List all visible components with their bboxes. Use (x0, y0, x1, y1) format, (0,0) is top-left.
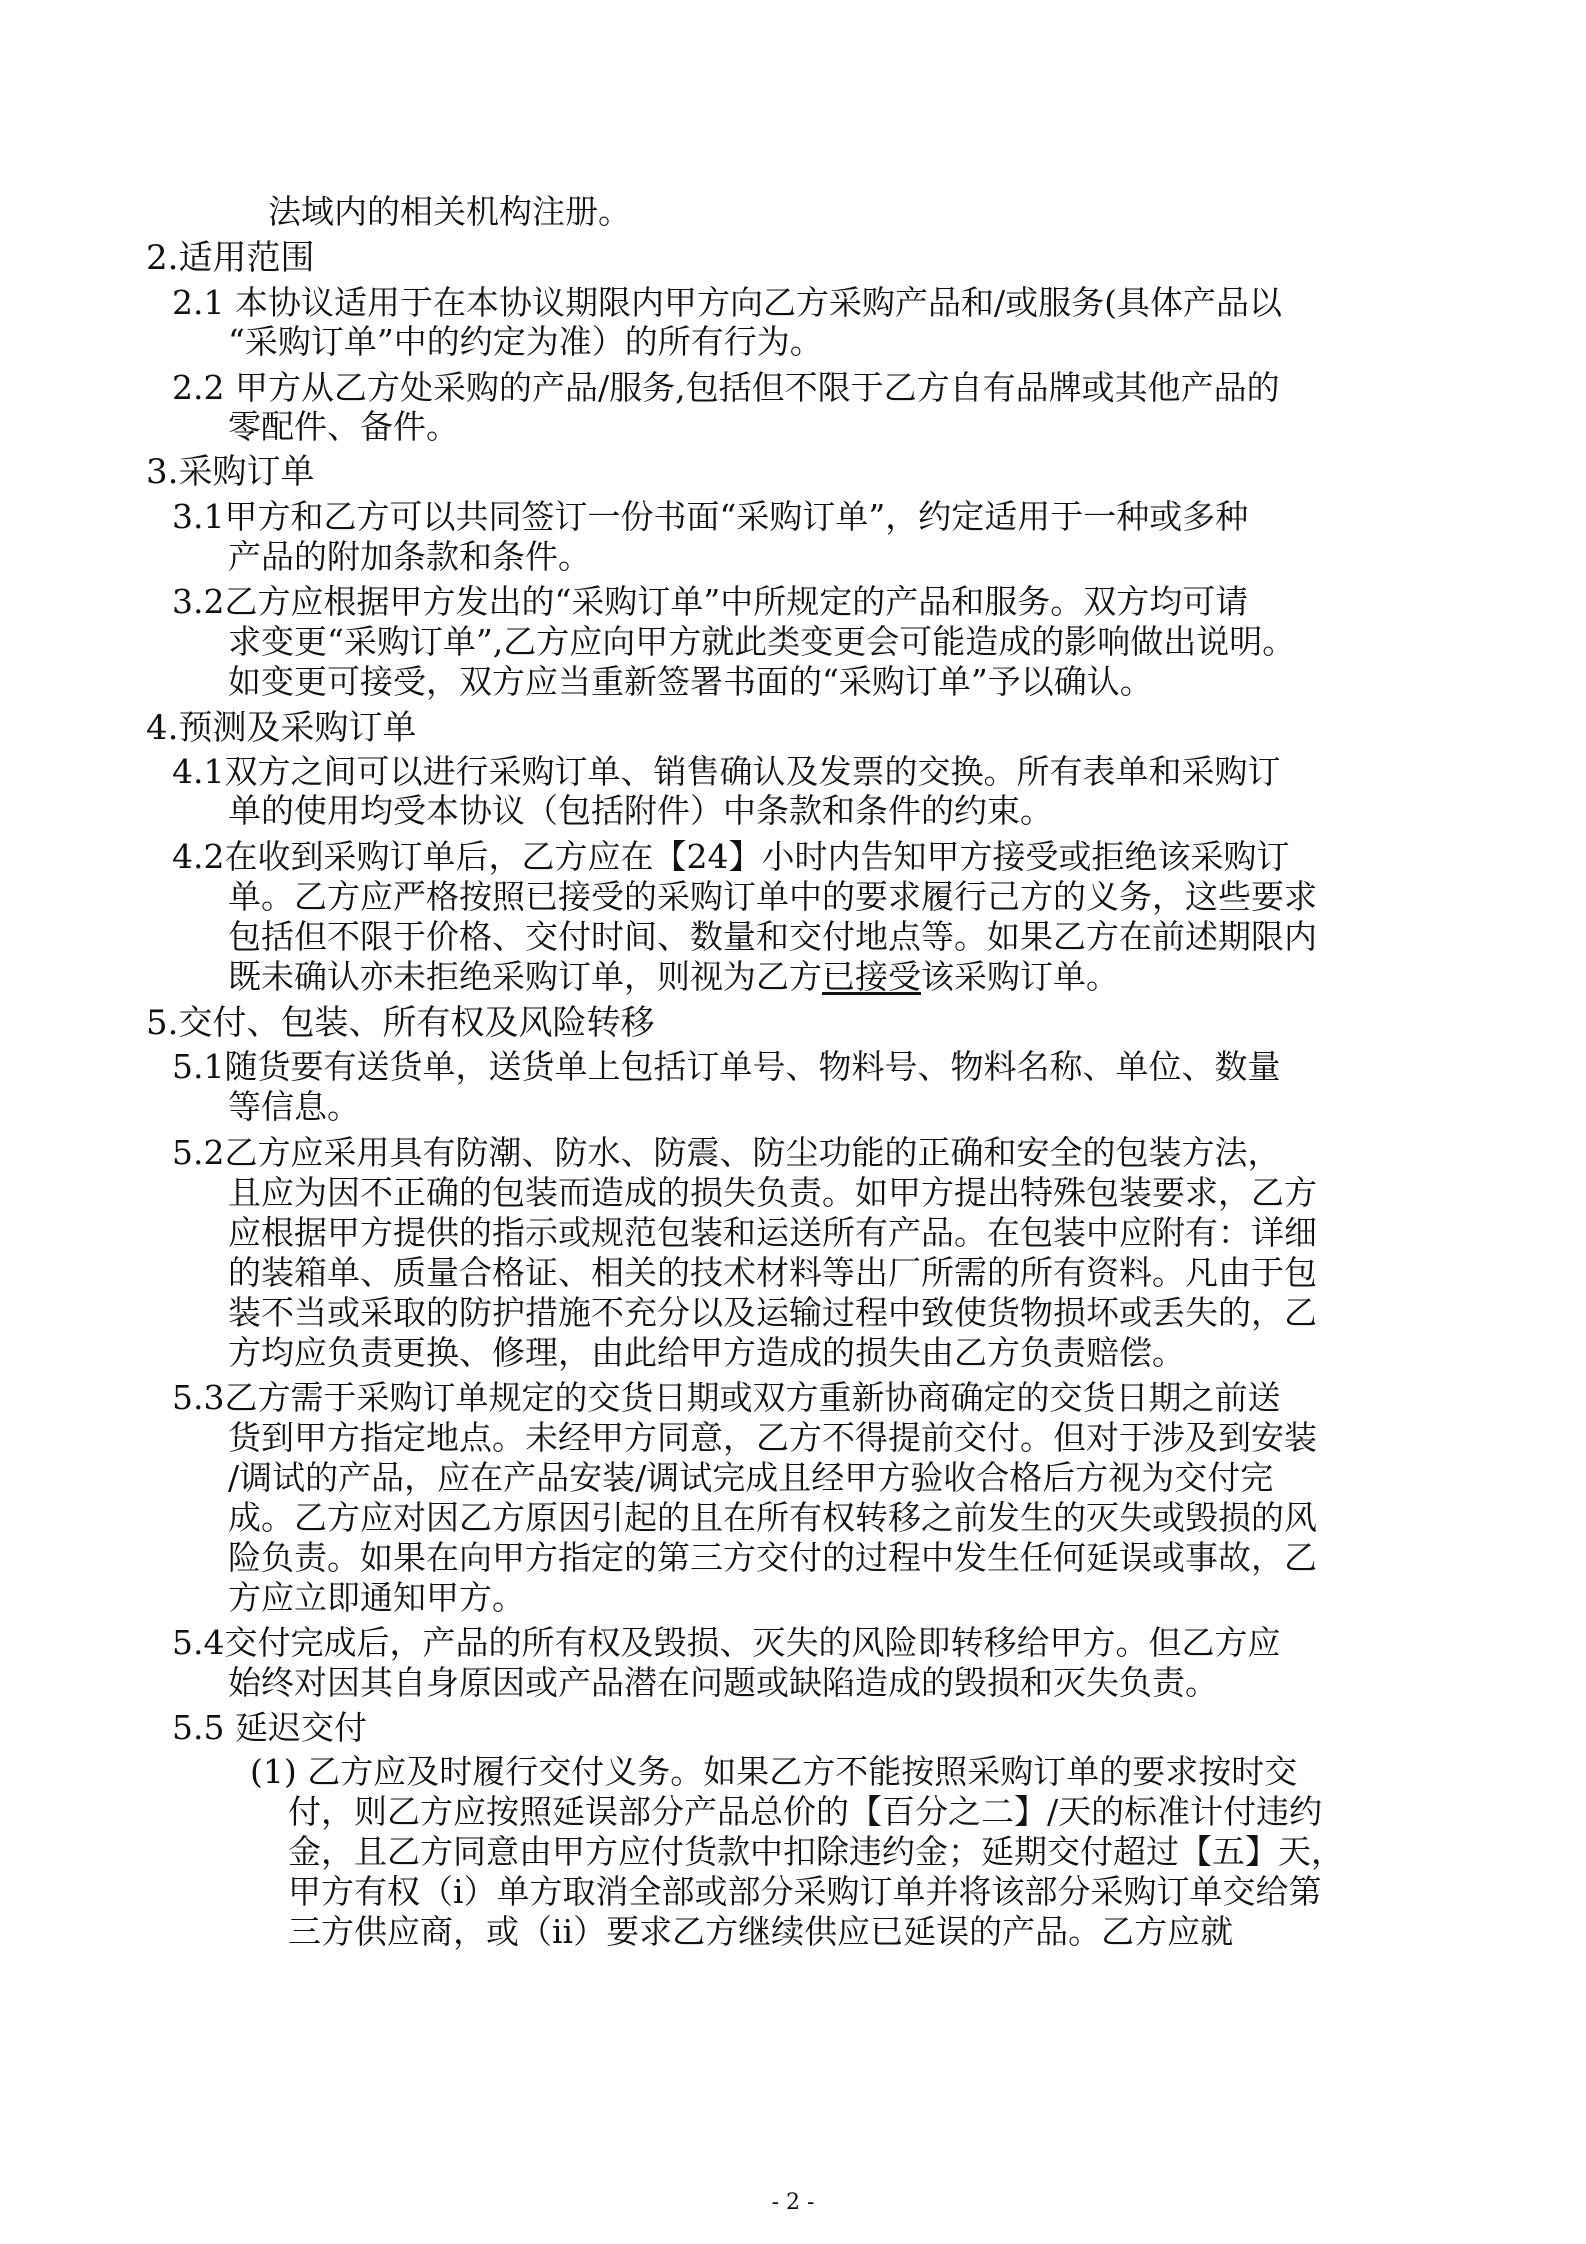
text-line: 货到甲方指定地点。未经甲方同意，乙方不得提前交付。但对于涉及到安装 (228, 1418, 1317, 1457)
text-line: /调试的产品，应在产品安装/调试完成且经甲方验收合格后方视为交付完 (228, 1458, 1274, 1497)
text-line: 5.3乙方需于采购订单规定的交货日期或双方重新协商确定的交货日期之前送 (172, 1378, 1281, 1417)
text-line: 3.2乙方应根据甲方发出的“采购订单”中所规定的产品和服务。双方均可请 (172, 582, 1249, 621)
text-line: 5.1随货要有送货单，送货单上包括订单号、物料号、物料名称、单位、数量 (172, 1047, 1281, 1086)
text-line: 单的使用均受本协议（包括附件）中条款和条件的约束。 (228, 791, 1053, 830)
text-line: 单。乙方应严格按照已接受的采购订单中的要求履行己方的义务，这些要求 (228, 877, 1317, 916)
text-line: 方均应负责更换、修理，由此给甲方造成的损失由乙方负责赔偿。 (228, 1333, 1185, 1372)
text-line: 方应立即通知甲方。 (228, 1578, 525, 1617)
text-line: 4.2在收到采购订单后，乙方应在【24】小时内告知甲方接受或拒绝该采购订 (172, 837, 1290, 876)
text-line: 法域内的相关机构注册。 (268, 192, 631, 231)
text-line: 零配件、备件。 (228, 407, 459, 446)
text-line: 付，则乙方应按照延误部分产品总价的【百分之二】/天的标准计付违约 (288, 1792, 1323, 1831)
text-line: 3.1甲方和乙方可以共同签订一份书面“采购订单”，约定适用于一种或多种 (172, 497, 1249, 536)
section-heading: 5.交付、包装、所有权及风险转移 (146, 1003, 655, 1043)
text-line: 金，且乙方同意由甲方应付货款中扣除违约金；延期交付超过【五】天， (288, 1832, 1344, 1871)
text-line: 5.2乙方应采用具有防潮、防水、防震、防尘功能的正确和安全的包装方法， (172, 1133, 1281, 1172)
text-line: “采购订单”中的约定为准）的所有行为。 (228, 322, 823, 361)
text-line (228, 957, 1119, 997)
text-run: 该采购订单。 (921, 957, 1119, 996)
text-line: (1) 乙方应及时履行交付义务。如果乙方不能按照采购订单的要求按时交 (250, 1752, 1298, 1791)
text-line: 成。乙方应对因乙方原因引起的且在所有权转移之前发生的灭失或毁损的风 (228, 1498, 1317, 1537)
text-line: 三方供应商，或（ii）要求乙方继续供应已延误的产品。乙方应就 (288, 1912, 1234, 1951)
text-run: 既未确认亦未拒绝采购订单，则视为乙方 (228, 957, 822, 996)
text-line: 装不当或采取的防护措施不充分以及运输过程中致使货物损坏或丢失的，乙 (228, 1293, 1317, 1332)
text-line: 始终对因其自身原因或产品潜在问题或缺陷造成的毁损和灭失负责。 (228, 1663, 1218, 1702)
text-line: 等信息。 (228, 1087, 360, 1126)
text-line: 甲方有权（i）单方取消全部或部分采购订单并将该部分采购订单交给第 (288, 1872, 1322, 1911)
section-heading: 2.适用范围 (146, 238, 315, 278)
text-line: 5.4交付完成后，产品的所有权及毁损、灭失的风险即转移给甲方。但乙方应 (172, 1623, 1281, 1662)
text-line: 2.2 甲方从乙方处采购的产品/服务,包括但不限于乙方自有品牌或其他产品的 (172, 368, 1280, 407)
text-line: 应根据甲方提供的指示或规范包装和运送所有产品。在包装中应附有：详细 (228, 1213, 1317, 1252)
text-line: 产品的附加条款和条件。 (228, 537, 591, 576)
section-heading: 3.采购订单 (146, 452, 315, 492)
text-line: 2.1 本协议适用于在本协议期限内甲方向乙方采购产品和/或服务(具体产品以 (172, 283, 1282, 322)
text-line: 险负责。如果在向甲方指定的第三方交付的过程中发生任何延误或事故，乙 (228, 1538, 1317, 1577)
section-heading: 4.预测及采购订单 (146, 708, 417, 748)
page-number: - 2 - (771, 2190, 815, 2215)
text-line: 且应为因不正确的包装而造成的损失负责。如甲方提出特殊包装要求，乙方 (228, 1173, 1317, 1212)
text-line: 如变更可接受，双方应当重新签署书面的“采购订单”予以确认。 (228, 662, 1153, 701)
text-line: 求变更“采购订单”,乙方应向甲方就此类变更会可能造成的影响做出说明。 (228, 622, 1296, 661)
underlined-text: 已接受 (822, 957, 921, 996)
text-line: 5.5 延迟交付 (172, 1708, 367, 1747)
text-line: 包括但不限于价格、交付时间、数量和交付地点等。如果乙方在前述期限内 (228, 917, 1317, 956)
text-line: 的装箱单、质量合格证、相关的技术材料等出厂所需的所有资料。凡由于包 (228, 1253, 1317, 1292)
text-line: 4.1双方之间可以进行采购订单、销售确认及发票的交换。所有表单和采购订 (172, 752, 1281, 791)
